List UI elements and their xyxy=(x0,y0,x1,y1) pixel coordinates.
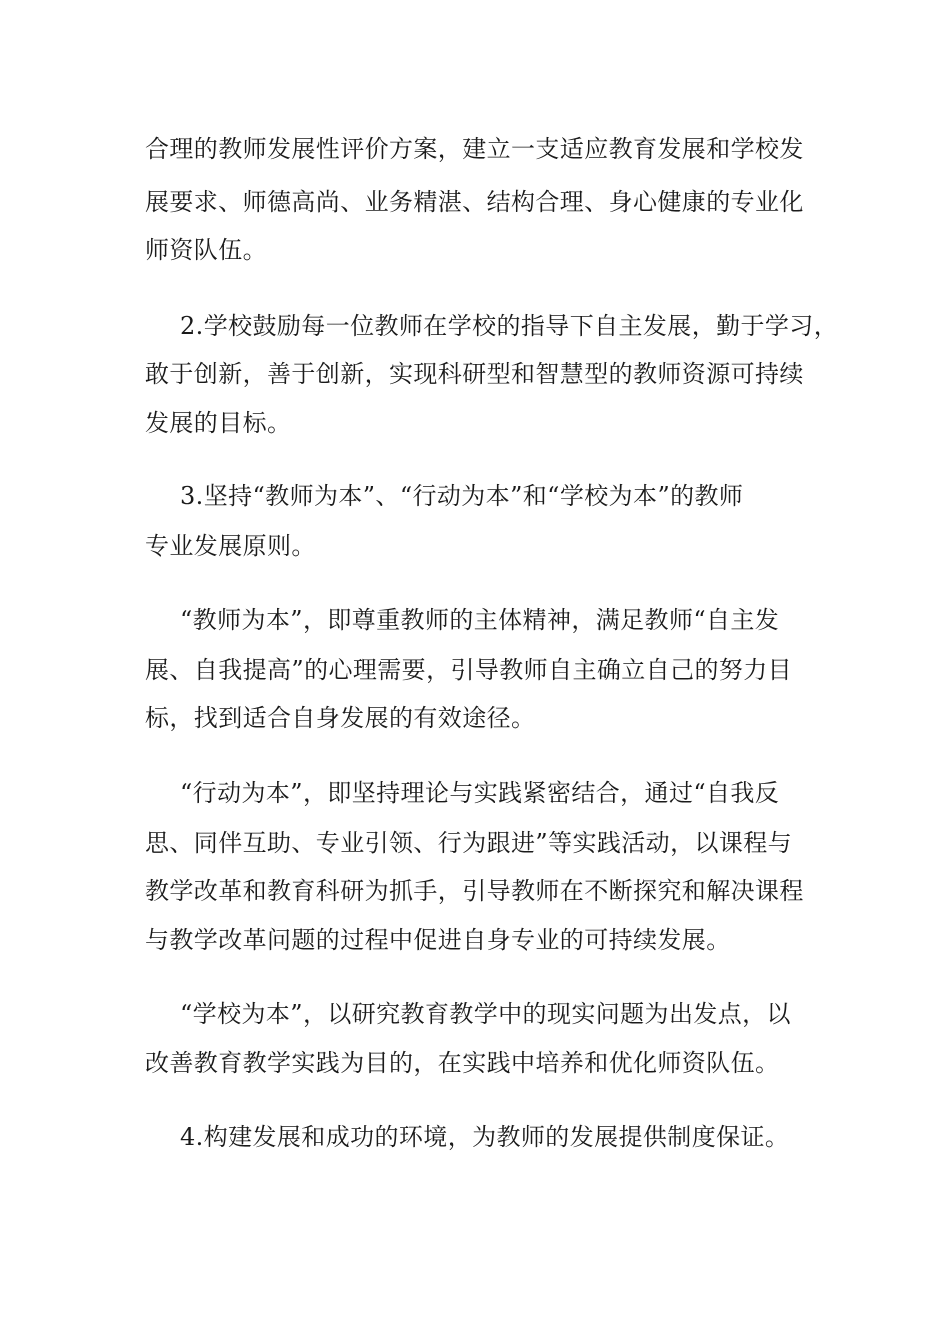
paragraph-line: 标，找到适合自身发展的有效途径。 xyxy=(145,704,536,732)
paragraph-line: 合理的教师发展性评价方案，建立一支适应教育发展和学校发 xyxy=(145,135,804,163)
paragraph-line: 师资队伍。 xyxy=(145,236,267,264)
paragraph-line: 3.坚持“教师为本”、“行动为本”和“学校为本”的教师 xyxy=(180,482,744,510)
paragraph-line: 与教学改革问题的过程中促进自身专业的可持续发展。 xyxy=(145,926,731,954)
paragraph-line: 发展的目标。 xyxy=(145,409,292,437)
paragraph-line: 专业发展原则。 xyxy=(145,532,316,560)
paragraph-line: 改善教育教学实践为目的，在实践中培养和优化师资队伍。 xyxy=(145,1049,780,1077)
paragraph-line: “教师为本”，即尊重教师的主体精神，满足教师“自主发 xyxy=(180,606,780,634)
paragraph-line: 思、同伴互助、专业引领、行为跟进”等实践活动，以课程与 xyxy=(145,829,793,857)
paragraph-line: 敢于创新，善于创新，实现科研型和智慧型的教师资源可持续 xyxy=(145,360,804,388)
paragraph-line: “行动为本”，即坚持理论与实践紧密结合，通过“自我反 xyxy=(180,779,780,807)
paragraph-line: “学校为本”，以研究教育教学中的现实问题为出发点，以 xyxy=(180,1000,791,1028)
paragraph-line: 展要求、师德高尚、业务精湛、结构合理、身心健康的专业化 xyxy=(145,188,804,216)
paragraph-line: 展、自我提高”的心理需要，引导教师自主确立自己的努力目 xyxy=(145,656,793,684)
paragraph-line: 2.学校鼓励每一位教师在学校的指导下自主发展，勤于学习， xyxy=(180,312,839,340)
paragraph-line: 4.构建发展和成功的环境，为教师的发展提供制度保证。 xyxy=(180,1123,790,1151)
paragraph-line: 教学改革和教育科研为抓手，引导教师在不断探究和解决课程 xyxy=(145,877,804,905)
